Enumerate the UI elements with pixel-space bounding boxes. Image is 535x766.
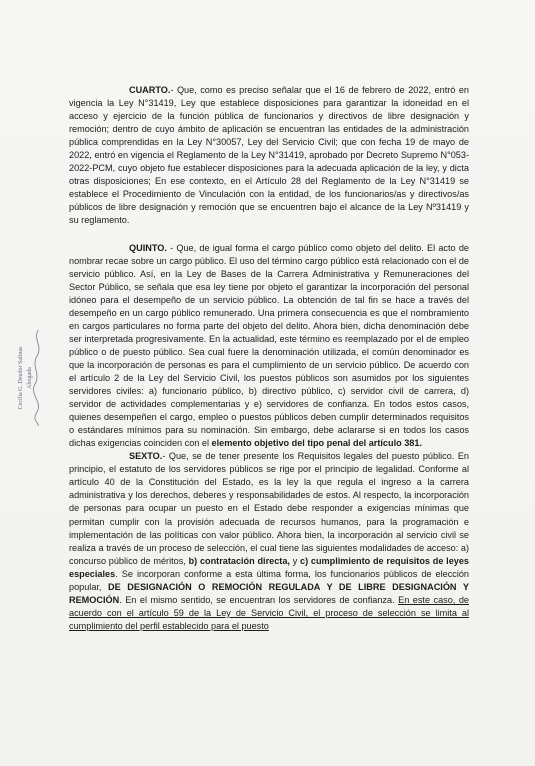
- stamp-name: Cecilia G. Deudor Salinas: [18, 346, 24, 410]
- heading-quinto: QUINTO.: [129, 242, 167, 253]
- paragraph-cuarto-text: - Que, como es preciso señalar que el 16 de febrero de 2022, entró en vigencia la Ley N°31419, Ley que establece disposiciones para garantizar la idoneidad en el acceso y ejercicio de la función pública de funcionarios y directivos de libre designación y remoción; dentro de cuyo ámbito de aplicación se encuentran las entidades de la administración pública comprendidas en la Ley N°30057, Ley del Servicio Civil; que con fecha 19 de mayo de 2022, entró en vigencia el Reglamento de la Ley N°31419, aprobado por Decreto Supremo N°053-2022-PCM, cuyo objeto fue establecer disposiciones para la adecuada aplicación de la ley, y dicta otras disposiciones; En ese contexto, en el Artículo 28 del Reglamento de la Ley N°31419 se establece el Procedimiento de Vinculación con la entidad, de los funcionarios/as y directivos/as públicos de libre designación y remoción que se encuentren bajo el alcance de la Ley Nº31419 y su reglamento.: [69, 85, 469, 226]
- signature-scribble-icon: [31, 328, 45, 428]
- stamp-title: Abogada: [27, 367, 33, 389]
- lawyer-stamp: [17, 322, 45, 434]
- paragraph-sexto-text-2: y: [289, 555, 301, 566]
- heading-cuarto: CUARTO.: [129, 85, 171, 95]
- paragraph-sexto-text-3: . Se incorporan conforme a esta última forma, los funcionarios públicos de elección popular,: [69, 568, 469, 592]
- paragraph-sexto-bold-2: c) cumplimiento de requisitos de leyes especiales: [69, 555, 469, 579]
- paragraph-quinto: [69, 242, 469, 451]
- paragraph-quinto-text: - Que, de igual forma el cargo público como objeto del delito. El acto de nombrar recae sobre un cargo público. El uso del término cargo público está relacionado con el de servicio público. Así, en la Ley de Bases de la Carrera Administrativa y Remuneraciones del Sector Público, se señala que esa ley tiene por objeto el garantizar la incorporación del personal idóneo para el desempeño de un servicio público. La obtención de tal fin se hace a través del desempeño en un cargo público remunerado. Una primera consecuencia es que el nombramiento en cargos particulares no forma parte del objeto del delito. Ahora bien, dicha denominación debe ser interpretada progresivamente. En la actualidad, este término es reemplazado por el de empleo público o de puesto público. Sea cual fuere la denominación utilizada, el común denominador es que la incorporación de personas es para el cumplimiento de un servicio público. De acuerdo con el artículo 2 de la Ley del Servicio Civil, los puestos públicos son asumidos por los siguientes servidores civiles: a) funcionario público, b) directivo público, c) servidor civil de carrera, d) servidor de actividades complementarias y e) servidores de confianza. En todos estos casos, quienes desempeñen el cargo, empleo o puestos públicos deben cumplir determinados requisitos o estándares mínimos para su nominación. Sin embargo, debe aclararse si en todos los casos dichas exigencias coinciden con el: [69, 242, 469, 449]
- paragraph-sexto-bold-1: b) contratación directa,: [188, 555, 290, 566]
- paragraph-quinto-bold: elemento objetivo del tipo penal del artículo 381.: [211, 438, 422, 449]
- paragraph-sexto-text-1: - Que, se de tener presente los Requisitos legales del puesto público. En principio, el estatuto de los servidores públicos se rige por el principio de legalidad. Conforme al artículo 40 de la Constitución del Estado, es la ley la que regula el ingreso a la carrera administrativa y los derechos, deberes y responsabilidades de estos. Al respecto, la incorporación de personas para ocupar un puesto en el Estado debe responder a exigencias mínimas que permitan cumplir con la provisión adecuada de recursos humanos, para la programación e implementación de las políticas con valor público. Ahora bien, la incorporación al servicio civil se realiza a través de un proceso de selección, el cual tiene las siguientes modalidades de acceso: a) concurso público de méritos,: [69, 451, 469, 566]
- paragraph-sexto-bold-3: DE DESIGNACIÓN O REMOCIÓN REGULADA Y DE LIBRE DESIGNACIÓN Y REMOCIÓN: [69, 581, 469, 605]
- paragraph-sexto-text-4: . En el mismo sentido, se encuentran los servidores de confianza.: [119, 594, 399, 605]
- document-body: [69, 84, 469, 633]
- paragraph-sexto: [69, 450, 469, 633]
- paragraph-sexto-underlined: En este caso, de acuerdo con el artículo 59 de la Ley de Servicio Civil, el proceso de selección se limita al cumplimiento del perfil establecido para el puesto: [69, 594, 469, 631]
- paragraph-cuarto: [69, 84, 469, 228]
- heading-sexto: SEXTO.: [129, 451, 163, 462]
